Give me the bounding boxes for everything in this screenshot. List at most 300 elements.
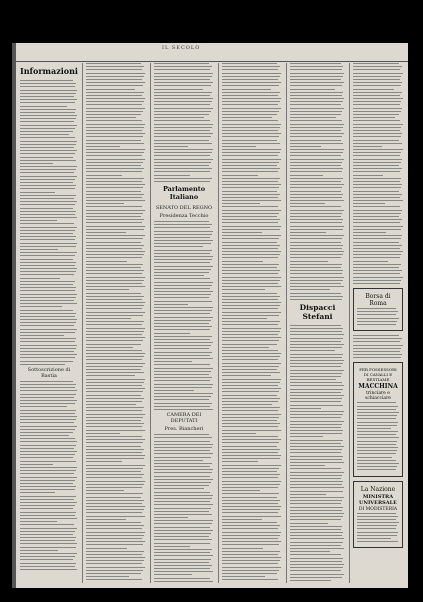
text-line bbox=[20, 524, 74, 525]
text-line bbox=[290, 334, 344, 335]
text-line bbox=[20, 477, 77, 478]
text-line bbox=[353, 181, 400, 182]
text-line bbox=[154, 275, 204, 276]
text-line bbox=[290, 277, 344, 278]
text-line bbox=[353, 354, 402, 355]
text-line bbox=[20, 332, 75, 333]
text-line bbox=[86, 538, 142, 539]
text-line bbox=[154, 146, 188, 147]
text-line bbox=[290, 373, 342, 374]
text-line bbox=[154, 396, 211, 397]
text-line bbox=[222, 149, 281, 150]
text-line bbox=[86, 264, 143, 265]
text-line bbox=[86, 557, 145, 558]
text-line bbox=[86, 369, 141, 370]
text-line bbox=[290, 414, 343, 415]
text-line bbox=[154, 409, 213, 410]
text-line bbox=[222, 372, 280, 373]
text-line bbox=[222, 178, 280, 179]
text-line bbox=[290, 63, 341, 64]
text-line bbox=[20, 508, 73, 509]
text-line bbox=[353, 351, 400, 352]
text-line bbox=[290, 392, 341, 393]
text-line bbox=[86, 254, 144, 255]
text-line bbox=[353, 197, 400, 198]
text-line bbox=[222, 305, 280, 306]
text-line bbox=[222, 140, 277, 141]
text-line bbox=[86, 446, 141, 447]
text-line bbox=[290, 101, 343, 102]
text-line bbox=[222, 407, 280, 408]
text-line bbox=[222, 573, 277, 574]
text-line bbox=[357, 444, 396, 445]
text-line bbox=[290, 421, 344, 422]
text-line bbox=[86, 519, 126, 520]
text-line bbox=[290, 226, 344, 227]
text-line bbox=[353, 245, 402, 246]
text-line bbox=[20, 521, 57, 522]
text-line bbox=[222, 111, 279, 112]
text-line bbox=[86, 449, 144, 450]
text-line bbox=[290, 497, 344, 498]
text-line bbox=[86, 334, 142, 335]
text-line bbox=[20, 249, 58, 250]
text-line bbox=[86, 522, 141, 523]
text-line bbox=[154, 581, 213, 582]
text-line bbox=[154, 368, 213, 369]
text-line bbox=[20, 306, 62, 307]
text-line bbox=[86, 226, 145, 227]
text-line bbox=[222, 497, 277, 498]
text-line bbox=[290, 551, 330, 552]
text-line bbox=[290, 165, 341, 166]
text-line bbox=[154, 355, 210, 356]
text-line bbox=[222, 366, 279, 367]
text-line bbox=[290, 449, 342, 450]
text-line bbox=[86, 168, 144, 169]
text-line bbox=[86, 273, 142, 274]
text-line bbox=[86, 219, 144, 220]
text-line bbox=[86, 417, 143, 418]
text-line bbox=[154, 168, 212, 169]
text-line bbox=[222, 165, 277, 166]
text-line bbox=[154, 243, 211, 244]
text-line bbox=[290, 273, 342, 274]
text-line bbox=[20, 106, 67, 107]
text-line bbox=[353, 69, 400, 70]
text-line bbox=[222, 238, 279, 239]
text-line bbox=[154, 511, 209, 512]
text-line bbox=[357, 453, 396, 454]
text-line bbox=[353, 98, 403, 99]
text-line bbox=[357, 469, 396, 470]
text-line bbox=[20, 182, 73, 183]
text-line bbox=[290, 267, 341, 268]
text-line bbox=[357, 463, 399, 464]
text-line bbox=[154, 406, 210, 407]
text-line bbox=[86, 181, 142, 182]
text-line bbox=[290, 538, 344, 539]
text-line bbox=[222, 216, 277, 217]
text-line bbox=[222, 344, 277, 345]
text-line bbox=[222, 331, 280, 332]
text-line bbox=[290, 143, 343, 144]
text-line bbox=[222, 535, 280, 536]
ad-macchina bbox=[353, 362, 403, 476]
text-line bbox=[290, 417, 341, 418]
text-line bbox=[154, 504, 213, 505]
text-line bbox=[154, 282, 213, 283]
text-line bbox=[222, 461, 258, 462]
text-line bbox=[353, 283, 400, 284]
text-line bbox=[222, 264, 279, 265]
text-line bbox=[86, 200, 145, 201]
text-line bbox=[222, 516, 281, 517]
text-line bbox=[353, 114, 399, 115]
text-line bbox=[86, 69, 142, 70]
text-line bbox=[222, 426, 278, 427]
text-line bbox=[20, 438, 75, 439]
text-line bbox=[86, 245, 144, 246]
column-5 bbox=[290, 63, 345, 583]
text-line bbox=[290, 120, 342, 121]
text-line bbox=[290, 542, 343, 543]
text-line bbox=[290, 210, 344, 211]
text-line bbox=[86, 461, 122, 462]
text-line bbox=[222, 446, 277, 447]
subheading-camera: CAMERA DEI DEPUTATI bbox=[166, 412, 202, 425]
text-line bbox=[86, 124, 145, 125]
text-line bbox=[154, 310, 212, 311]
text-line bbox=[222, 261, 263, 262]
text-line bbox=[20, 348, 76, 349]
text-line bbox=[86, 477, 142, 478]
text-line bbox=[20, 454, 75, 455]
text-line bbox=[290, 171, 342, 172]
column-rule bbox=[349, 63, 350, 583]
text-line bbox=[222, 503, 278, 504]
text-line bbox=[86, 554, 142, 555]
text-line bbox=[290, 338, 343, 339]
text-line bbox=[20, 489, 75, 490]
text-line bbox=[154, 165, 209, 166]
text-line bbox=[20, 230, 75, 231]
text-line bbox=[20, 390, 77, 391]
text-line bbox=[357, 308, 396, 309]
text-line bbox=[154, 259, 212, 260]
text-line bbox=[290, 519, 341, 520]
text-line bbox=[20, 86, 75, 87]
text-line bbox=[290, 436, 323, 437]
text-line bbox=[154, 457, 211, 458]
text-line bbox=[154, 117, 204, 118]
subheading-presidenza: Presidenza Tecchio bbox=[159, 212, 209, 219]
text-line bbox=[353, 216, 399, 217]
text-line bbox=[20, 99, 77, 100]
ad-modisteria-line1: La Nazione bbox=[360, 485, 396, 493]
text-line bbox=[290, 456, 343, 457]
text-line bbox=[290, 194, 343, 195]
text-line bbox=[86, 210, 145, 211]
text-line bbox=[86, 114, 141, 115]
text-line bbox=[290, 248, 342, 249]
text-line bbox=[353, 165, 399, 166]
text-line bbox=[20, 322, 76, 323]
ad-macchina-line2: MACCHINA bbox=[358, 383, 398, 391]
text-line bbox=[357, 513, 396, 514]
text-line bbox=[20, 160, 76, 161]
text-line bbox=[20, 534, 73, 535]
text-line bbox=[154, 136, 211, 137]
text-line bbox=[290, 570, 341, 571]
text-line bbox=[290, 325, 341, 326]
text-line bbox=[154, 92, 212, 93]
text-line bbox=[222, 283, 278, 284]
text-line bbox=[154, 120, 210, 121]
text-line bbox=[222, 143, 280, 144]
text-line bbox=[86, 299, 142, 300]
text-line bbox=[222, 576, 265, 577]
text-line bbox=[154, 571, 213, 572]
text-line bbox=[20, 483, 73, 484]
text-line bbox=[353, 140, 399, 141]
text-line bbox=[86, 117, 136, 118]
text-line bbox=[222, 162, 279, 163]
text-line bbox=[86, 296, 144, 297]
text-line bbox=[86, 567, 145, 568]
text-line bbox=[353, 273, 400, 274]
text-line bbox=[353, 175, 383, 176]
text-line bbox=[86, 382, 144, 383]
text-line bbox=[353, 267, 399, 268]
text-line bbox=[222, 92, 280, 93]
text-line bbox=[154, 492, 210, 493]
text-line bbox=[290, 136, 342, 137]
text-line bbox=[290, 168, 343, 169]
text-line bbox=[353, 213, 401, 214]
text-line bbox=[222, 401, 278, 402]
text-line bbox=[222, 455, 281, 456]
text-line bbox=[86, 133, 145, 134]
text-line bbox=[290, 379, 336, 380]
text-line bbox=[222, 458, 280, 459]
text-line bbox=[20, 354, 77, 355]
text-line bbox=[222, 512, 278, 513]
text-line bbox=[86, 497, 141, 498]
text-line bbox=[290, 382, 342, 383]
text-line bbox=[290, 526, 342, 527]
text-line bbox=[222, 395, 277, 396]
text-line bbox=[20, 518, 77, 519]
text-line bbox=[222, 487, 278, 488]
text-line bbox=[353, 277, 403, 278]
text-line bbox=[20, 537, 76, 538]
text-line bbox=[353, 232, 386, 233]
text-line bbox=[86, 98, 145, 99]
text-line bbox=[353, 130, 400, 131]
text-line bbox=[154, 288, 210, 289]
text-line bbox=[86, 92, 144, 93]
text-line bbox=[222, 85, 279, 86]
text-line bbox=[290, 567, 343, 568]
text-line bbox=[222, 293, 277, 294]
text-line bbox=[357, 409, 396, 410]
text-line bbox=[86, 468, 143, 469]
text-line bbox=[154, 313, 210, 314]
text-line bbox=[20, 351, 74, 352]
text-line bbox=[20, 227, 77, 228]
text-line bbox=[222, 89, 271, 90]
text-line bbox=[86, 321, 144, 322]
text-line bbox=[86, 305, 144, 306]
text-line bbox=[154, 342, 213, 343]
text-line bbox=[290, 69, 342, 70]
text-line bbox=[290, 366, 341, 367]
text-line bbox=[86, 270, 144, 271]
text-line bbox=[86, 385, 142, 386]
text-line bbox=[20, 505, 75, 506]
text-line bbox=[154, 246, 203, 247]
text-line bbox=[222, 318, 267, 319]
text-line bbox=[154, 460, 203, 461]
column-rule bbox=[286, 63, 287, 583]
text-line bbox=[20, 480, 75, 481]
masthead-fragment: IL SECOLO bbox=[162, 45, 201, 51]
text-line bbox=[20, 188, 75, 189]
text-line bbox=[222, 308, 278, 309]
column-4 bbox=[222, 63, 282, 583]
text-line bbox=[154, 256, 213, 257]
text-line bbox=[20, 319, 77, 320]
text-line bbox=[222, 468, 279, 469]
text-line bbox=[353, 101, 401, 102]
text-line bbox=[290, 206, 341, 207]
text-line bbox=[222, 334, 278, 335]
text-line bbox=[20, 96, 74, 97]
text-line bbox=[290, 92, 343, 93]
text-line bbox=[86, 111, 143, 112]
text-line bbox=[222, 340, 279, 341]
text-line bbox=[20, 172, 74, 173]
text-line bbox=[222, 213, 279, 214]
text-line bbox=[20, 559, 73, 560]
text-line bbox=[154, 565, 212, 566]
text-line bbox=[86, 430, 145, 431]
text-line bbox=[222, 277, 281, 278]
subheading-sottoscrizione: Sottoscrizione di Bastia bbox=[27, 366, 71, 379]
text-line bbox=[290, 162, 342, 163]
text-line bbox=[353, 82, 402, 83]
text-line bbox=[353, 108, 402, 109]
text-line bbox=[290, 360, 344, 361]
text-line bbox=[290, 516, 343, 517]
text-line bbox=[20, 316, 75, 317]
text-line bbox=[357, 538, 391, 539]
text-line bbox=[20, 255, 75, 256]
text-line bbox=[20, 313, 76, 314]
text-line bbox=[353, 229, 401, 230]
text-line bbox=[353, 155, 400, 156]
text-line bbox=[353, 168, 402, 169]
text-line bbox=[20, 201, 77, 202]
text-line bbox=[86, 458, 144, 459]
text-line bbox=[290, 149, 344, 150]
text-line bbox=[353, 146, 382, 147]
text-line bbox=[154, 108, 213, 109]
column-rule bbox=[150, 63, 151, 583]
text-line bbox=[86, 347, 133, 348]
text-line bbox=[353, 92, 402, 93]
text-line bbox=[222, 490, 260, 491]
text-line bbox=[154, 304, 188, 305]
text-line bbox=[86, 261, 127, 262]
text-line bbox=[290, 487, 344, 488]
text-line bbox=[290, 264, 342, 265]
text-line bbox=[222, 353, 281, 354]
text-line bbox=[290, 427, 341, 428]
text-line bbox=[20, 528, 77, 529]
text-line bbox=[290, 245, 343, 246]
column-1 bbox=[20, 63, 78, 583]
text-line bbox=[290, 114, 341, 115]
text-line bbox=[20, 400, 77, 401]
text-line bbox=[154, 98, 213, 99]
text-line bbox=[353, 143, 402, 144]
text-line bbox=[86, 388, 145, 389]
page-header bbox=[12, 43, 408, 62]
text-line bbox=[86, 484, 144, 485]
text-line bbox=[353, 251, 403, 252]
text-line bbox=[290, 152, 343, 153]
text-line bbox=[154, 155, 210, 156]
text-line bbox=[20, 208, 73, 209]
text-line bbox=[86, 401, 142, 402]
text-line bbox=[20, 531, 75, 532]
text-line bbox=[357, 466, 397, 467]
text-line bbox=[154, 130, 210, 131]
text-line bbox=[154, 441, 210, 442]
text-line bbox=[154, 552, 210, 553]
text-line bbox=[86, 366, 143, 367]
text-line bbox=[154, 495, 213, 496]
text-line bbox=[290, 424, 342, 425]
text-line bbox=[222, 442, 279, 443]
newspaper-page bbox=[12, 43, 408, 588]
text-line bbox=[290, 108, 344, 109]
text-line bbox=[86, 280, 144, 281]
text-line bbox=[222, 95, 278, 96]
text-line bbox=[222, 369, 277, 370]
text-line bbox=[353, 104, 400, 105]
text-line bbox=[20, 499, 74, 500]
text-line bbox=[290, 187, 342, 188]
text-line bbox=[222, 382, 280, 383]
text-line bbox=[154, 234, 212, 235]
text-line bbox=[290, 296, 343, 297]
text-line bbox=[357, 428, 391, 429]
text-line bbox=[154, 79, 210, 80]
text-line bbox=[86, 120, 142, 121]
text-line bbox=[86, 548, 127, 549]
text-line bbox=[154, 171, 210, 172]
text-line bbox=[222, 124, 281, 125]
text-line bbox=[20, 451, 77, 452]
text-line bbox=[86, 442, 143, 443]
text-line bbox=[290, 513, 344, 514]
text-line bbox=[290, 529, 341, 530]
text-line bbox=[222, 168, 280, 169]
text-line bbox=[20, 406, 67, 407]
